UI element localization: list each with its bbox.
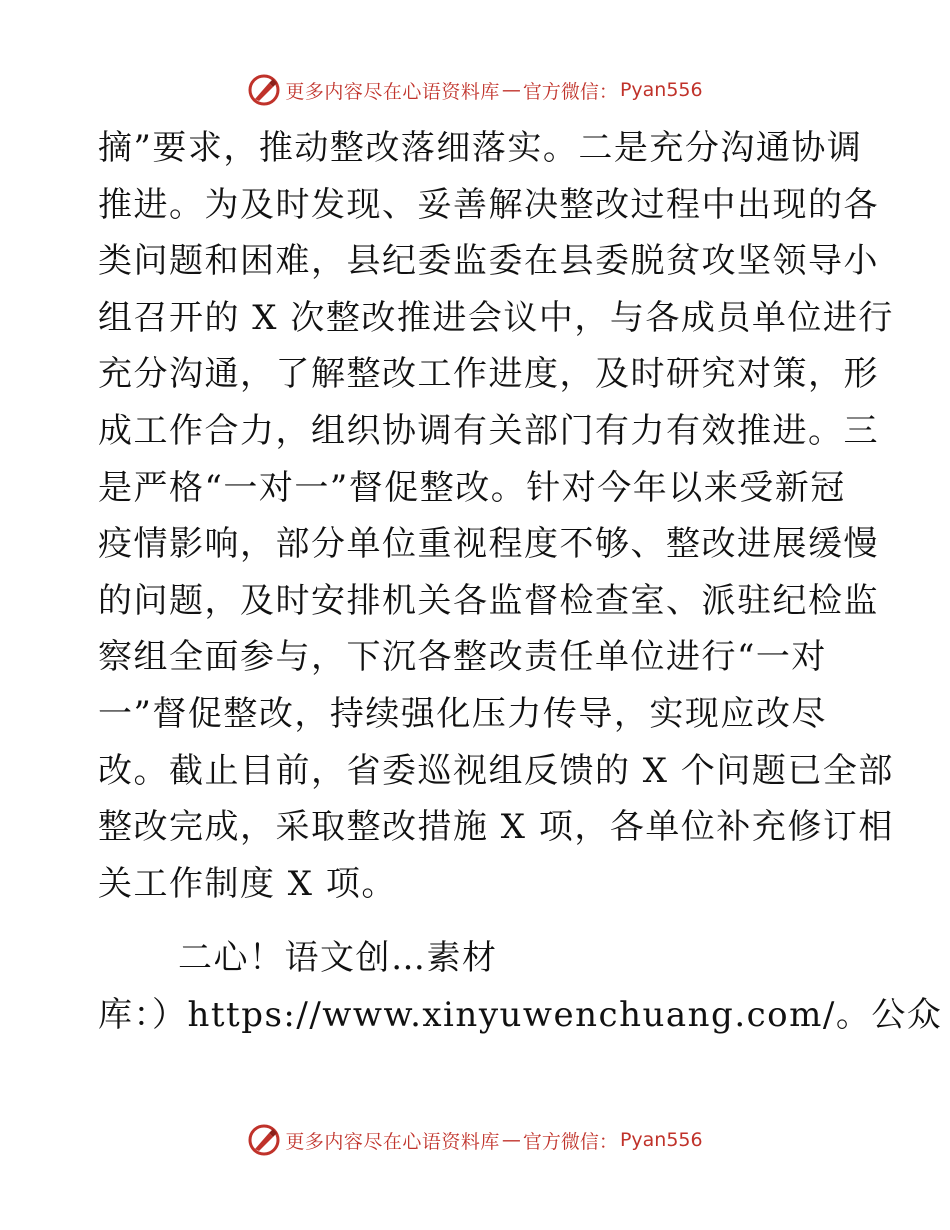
pen-logo-icon: [247, 73, 281, 107]
watermark-wechat-label: 官方微信：: [522, 1130, 618, 1153]
watermark-brand: 更多内容尽在心语资料库: [285, 80, 500, 103]
body-line: 整改完成，采取整改措施 X 项，各单位补充修订相: [98, 807, 894, 848]
body-line: 关工作制度 X 项。: [98, 863, 397, 904]
watermark-wechat-label: 官方微信：: [522, 80, 618, 103]
watermark-separator: —: [501, 1129, 521, 1151]
body-line: 摘”要求，推动整改落细落实。二是充分沟通协调: [98, 128, 863, 168]
body-line: 疫情影响，部分单位重视程度不够、整改进展缓慢: [98, 524, 879, 565]
body-line: 的问题，及时安排机关各监督检查室、派驻纪检监: [98, 580, 879, 621]
pen-logo-icon: [247, 1123, 281, 1157]
watermark-wechat-id: Pyan556: [619, 79, 703, 101]
watermark-header: [0, 70, 950, 110]
body-line: 改。截止目前，省委巡视组反馈的 X 个问题已全部: [98, 750, 894, 791]
footer-note-line-2: 库：）https://www.xinyuwenchuang.com/。公众: [98, 994, 943, 1035]
watermark-brand: 更多内容尽在心语资料库: [285, 1130, 500, 1153]
body-line: 成工作合力，组织协调有关部门有力有效推进。三: [98, 410, 879, 451]
watermark-separator: —: [501, 79, 521, 101]
watermark-footer: [0, 1120, 950, 1160]
footer-note-line-1: 二心！语文创…素材: [178, 938, 498, 979]
body-line: 推进。为及时发现、妥善解决整改过程中出现的各: [98, 184, 879, 225]
body-line: 组召开的 X 次整改推进会议中，与各成员单位进行: [98, 297, 894, 338]
document-body: [98, 120, 943, 1044]
watermark-wechat-id: Pyan556: [619, 1129, 703, 1151]
body-line: 察组全面参与，下沉各整改责任单位进行“一对: [98, 637, 827, 678]
body-line: 充分沟通，了解整改工作进度，及时研究对策，形: [98, 354, 879, 395]
body-line: 类问题和困难，县纪委监委在县委脱贫攻坚领导小: [98, 241, 879, 282]
body-line: 是严格“一对一”督促整改。针对今年以来受新冠: [98, 467, 846, 508]
body-line: 一”督促整改，持续强化压力传导，实现应改尽: [98, 693, 827, 734]
